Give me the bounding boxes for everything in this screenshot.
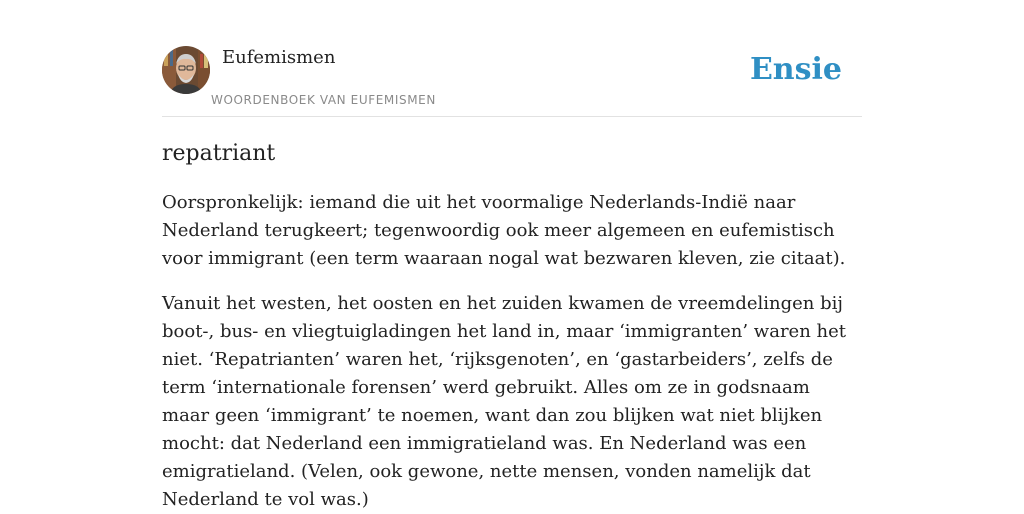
author-portrait-icon xyxy=(162,46,210,94)
header-divider xyxy=(162,116,862,117)
dictionary-subtitle[interactable]: WOORDENBOEK VAN EUFEMISMEN xyxy=(211,93,436,107)
entry-term: repatriant xyxy=(162,141,276,166)
entry-header xyxy=(162,46,862,116)
entry-quote: Vanuit het westen, het oosten en het zuiden kwamen de vreemdelingen bij boot-, bus- en vliegtuigladingen het land in, maar ‘immigranten’ waren het niet. ‘Repatrianten’ waren het, ‘rijksgenoten’, en ‘gastarbeiders’, zelfs de term ‘internationale forensen’ werd gebruikt. Alles om ze in godsnaam maar geen ‘immigrant’ te noemen, want dan zou blijken wat niet blijken mocht: dat Nederland een immigratieland was. En Nederland was een emigratieland. (Velen, ook gewone, nette mensen, vonden namelijk dat Nederland te vol was.) xyxy=(162,293,846,510)
brand-logo[interactable]: Ensie xyxy=(749,52,842,87)
avatar[interactable] xyxy=(162,46,210,94)
entry-card xyxy=(162,46,862,514)
author-name[interactable]: Eufemismen xyxy=(222,47,336,68)
entry-definition: Oorspronkelijk: iemand die uit het voormalige Nederlands-Indië naar Nederland terugkeert; tegenwoordig ook meer algemeen en eufemistisch voor immigrant (een term waaraan nogal wat bezwaren kleven, zie citaat). xyxy=(162,192,846,269)
